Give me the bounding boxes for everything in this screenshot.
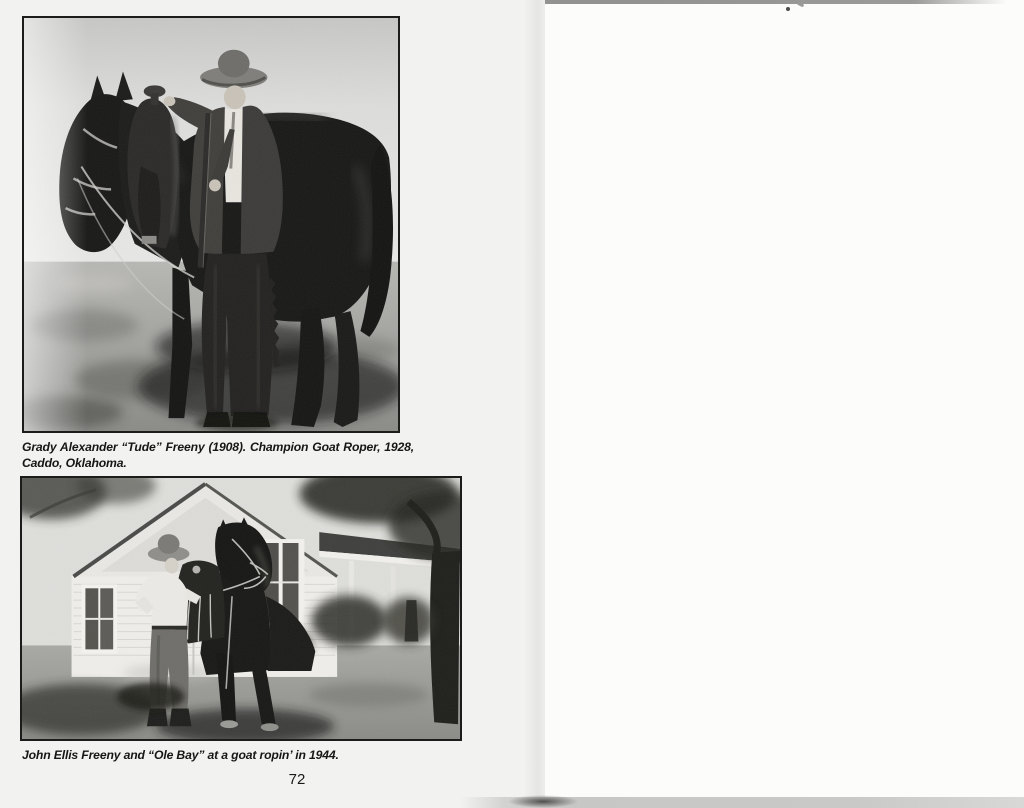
photo-1-caption: Grady Alexander “Tude” Freeny (1908). Champion Goat Roper, 1928, Caddo, Oklahoma. bbox=[22, 440, 414, 470]
photo-2-caption: John Ellis Freeny and “Ole Bay” at a goat ropin’ in 1944. bbox=[22, 748, 339, 762]
right-page bbox=[545, 0, 1024, 808]
photo-john-ellis-freeny-illustration bbox=[22, 478, 460, 739]
photo-john-ellis-freeny bbox=[20, 476, 462, 741]
photo-grady-freeny-illustration bbox=[24, 18, 398, 431]
scan-top-edge-artifact bbox=[545, 0, 1007, 4]
photo-grady-freeny bbox=[22, 16, 400, 433]
scan-bottom-smudge bbox=[508, 795, 578, 808]
page-number-72: 72 bbox=[288, 771, 306, 788]
page-gutter-shadow bbox=[523, 0, 545, 808]
scan-speck bbox=[786, 7, 790, 11]
